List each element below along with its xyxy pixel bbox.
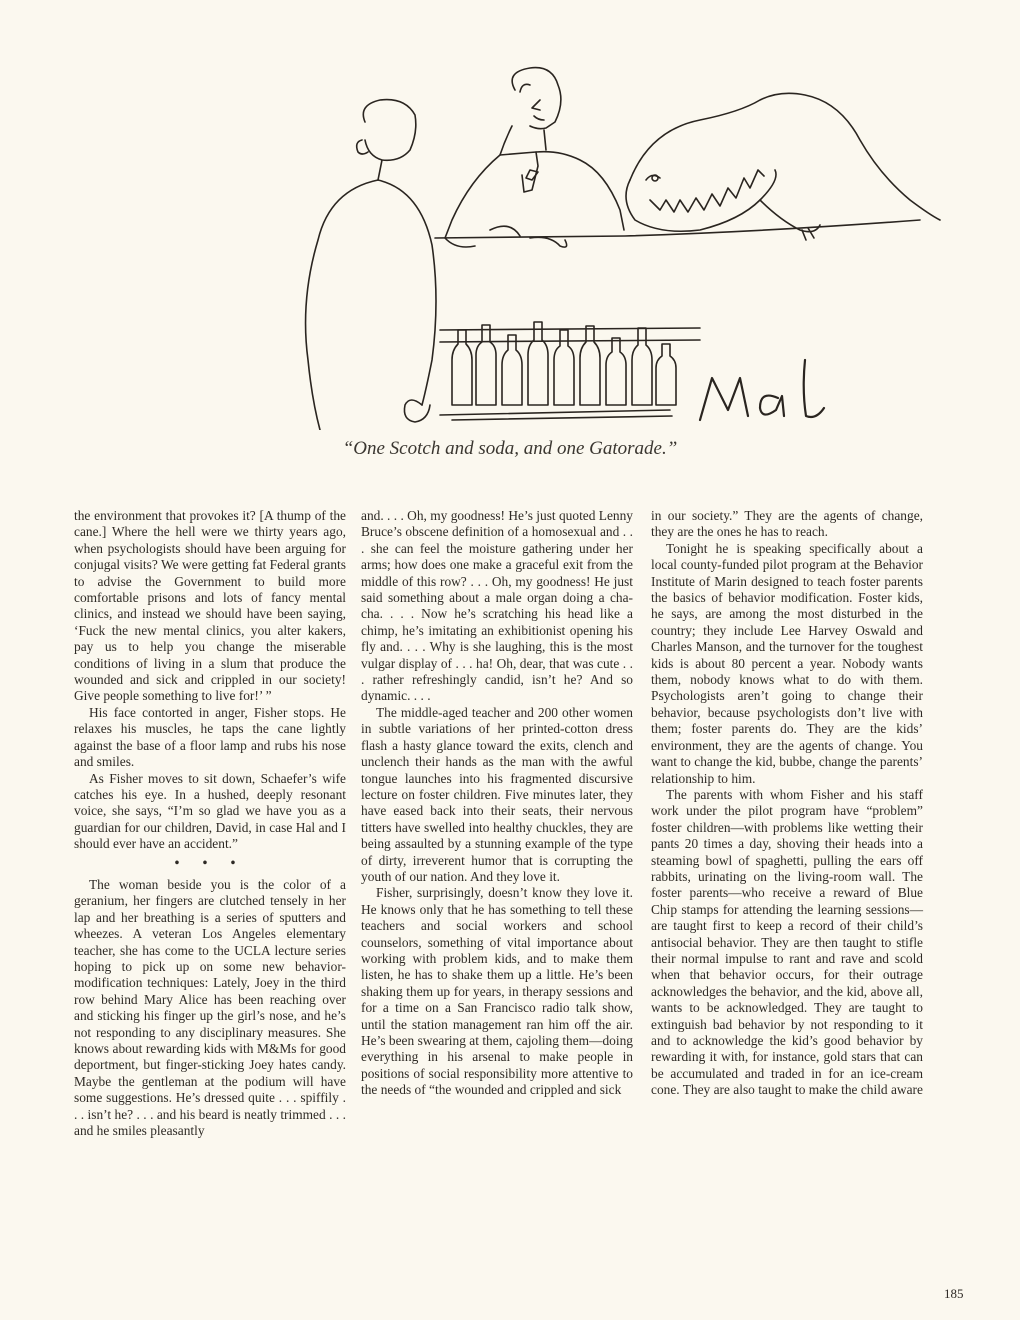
artist-signature	[700, 360, 824, 420]
paragraph: The middle-aged teacher and 200 other women in subtle variations of her printed-cotton dress flash a hasty glance toward the exits, clench and unclench their hands as the man with the awful tongue launches into his fragmented discursive lecture on foster children. Five minutes later, they have eased back into their seats, their nervous titters have swelled into healthy chuckles, they are being assaulted by a stunning example of the type of dirty, irreverent humor that is corrupting the youth of our nation. And they love it.	[361, 704, 633, 884]
section-separator: • • •	[174, 854, 246, 870]
customer-figure	[306, 100, 436, 430]
cartoon-illustration	[60, 60, 980, 430]
text-column-2	[361, 508, 633, 1099]
paragraph: in our society.” They are the agents of change, they are the ones he has to reach.	[651, 508, 923, 540]
paragraph: Fisher, surprisingly, doesn’t know they love it. He knows only that he has something to tell these teachers and social workers and school counselors, something of vital importance about working with problem kids, and to make them listen, he has to shake them up a little. He’s been shaking them up for years, in therapy sessions and for a time on a San Francisco radio talk show, until the station management ran him off the air. He’s been swearing at them, cajoling them—doing everything in his arsenal to make people in positions of social responsibility more attentive to the needs of “the wounded and crippled and sick	[361, 885, 633, 1098]
paragraph: The parents with whom Fisher and his staff work under the pilot program have “problem” foster children—with problems like wetting their pants 20 times a day, shoving their heads into a steaming bowl of spaghetti, pulling the ears off rabbits, urinating on the living-room wall. The foster parents—who receive a reward of Blue Chip stamps for attending the learning sessions—are taught first to keep a record of their child’s antisocial behavior. They are then taught to stifle their normal impulse to rant and rave and scold when that behavior occurs, for their outrage acknowledges the behavior, and the kid, above all, wants to be acknowledged. They are taught to extinguish bad behavior by not responding to it and to acknowledge the kid’s good behavior by rewarding it with, for instance, gold stars that can be accumulated and traded in for an ice-cream cone. They are also taught to make the child aware	[651, 786, 923, 1098]
cartoon-caption: “One Scotch and soda, and one Gatorade.”	[342, 438, 678, 459]
bar-counter	[435, 220, 920, 238]
paragraph: As Fisher moves to sit down, Schaefer’s wife catches his eye. In a hushed, deeply resonant voice, she says, “I’m so glad we have you as a guardian for our children, David, in case Hal and I should ever have an accident.”	[74, 770, 346, 852]
paragraph: Tonight he is speaking specifically about a local county-funded pilot program at the Behavior Institute of Marin designed to teach foster parents the basics of behavior modification. Foster kids, he says, are among the most disturbed in the country; they include Lee Harvey Oswald and Charles Manson, and the turnover for the toughest kids is about 80 percent a year. Nobody wants them, nobody knows what to do with them. Psychologists aren’t going to change their behavior, because psychologists don’t live with them; foster parents do. They are the kids’ environment, they are the agents of change. You want to change the kid, bubbe, change the parents’ relationship to him.	[651, 540, 923, 786]
bartender-figure	[445, 68, 624, 248]
page-number: 185	[944, 1286, 964, 1301]
paragraph: The woman beside you is the color of a geranium, her fingers are clutched tensely in her lap and her breathing is a series of sputters and wheezes. A veteran Los Angeles elementary teacher, she has come to the UCLA lecture series hoping to pick up on some new behavior-modification techniques: Lately, Joey in the third row behind Mary Alice has been reaching over and sticking his finger up the girl’s nose, and he’s not responding to any disciplinary measures. She knows about rewarding kids with M&Ms for good deportment, but finger-sticking Joey hates candy. Maybe the gentleman at the podium will have some suggestions. He’s dressed quite . . . spiffily . . . isn’t he? . . . and his beard is neatly trimmed . . . and he smiles pleasantly	[74, 876, 346, 1139]
text-column-1	[74, 508, 346, 1139]
crocodile-figure	[626, 93, 940, 240]
paragraph: and. . . . Oh, my goodness! He’s just quoted Lenny Bruce’s obscene definition of a homosexual and . . . she can feel the moisture gathering under her arms; how does one make a graceful exit from the middle of this row? . . . Oh, my goodness! He just said something about a male organ doing a cha-cha. . . . Now he’s scratching his head like a chimp, he’s imitating an exhibitionist opening his fly and. . . . Why is she laughing, this is the most vulgar display of . . . ha! Oh, dear, that was cute . . . rather refreshingly candid, isn’t he? And so dynamic. . . .	[361, 508, 633, 704]
text-column-3	[651, 508, 923, 1099]
paragraph: the environment that provokes it? [A thump of the cane.] Where the hell were we thirty years ago, when psychologists should have been arguing for conjugal visits? We were getting fat Federal grants to advise the Government to build more comfortable prisons and lots of fancy mental clinics, and instead we should have been saying, ‘Fuck the new mental clinics, you alter kakers, pay us to help you change the miserable conditions of living in a slum that produce the wounded and sick and crippled in our society! Give people something to live for!’ ”	[74, 508, 346, 704]
bottles	[452, 322, 676, 405]
paragraph: His face contorted in anger, Fisher stops. He relaxes his muscles, he taps the cane lightly against the base of a floor lamp and rubs his nose and smiles.	[74, 704, 346, 770]
